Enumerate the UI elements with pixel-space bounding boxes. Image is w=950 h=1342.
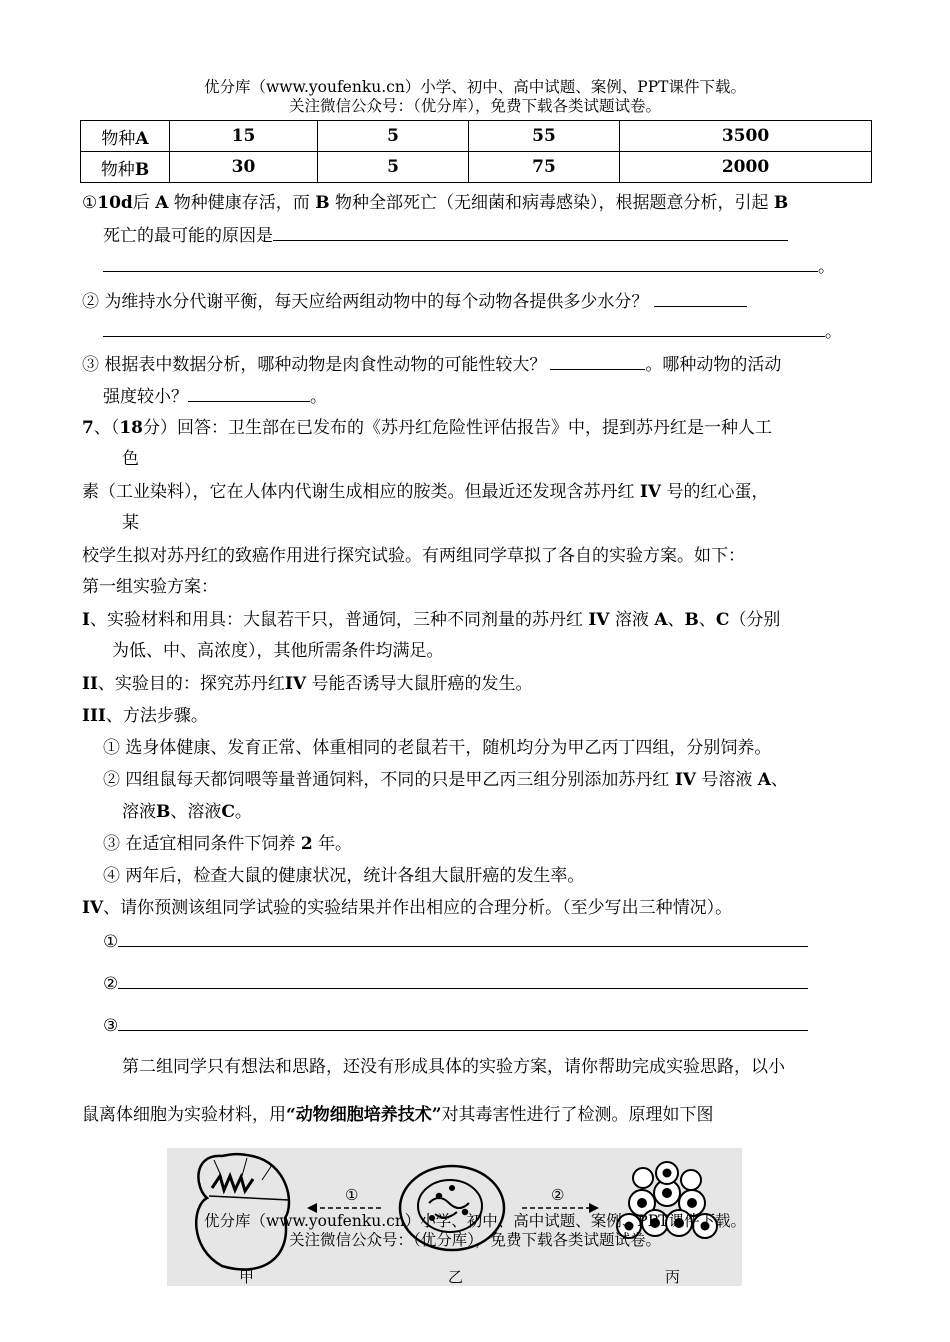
- q7-intro-wrap1: 色: [122, 449, 139, 469]
- q7-intro-wrap2: 某: [122, 513, 139, 533]
- q7-intro-line3: 校学生拟对苏丹红的致癌作用进行探究试验。有两组同学草拟了各自的实验方案。如下：: [82, 546, 745, 566]
- arrow-1-label: ①: [345, 1186, 359, 1204]
- step-2-line2: 溶液B、溶液C。: [122, 802, 252, 822]
- table-cell: 5: [318, 152, 469, 183]
- species-cell: 物种A: [81, 121, 170, 152]
- q6-part2-line2: 。: [103, 320, 842, 343]
- section-3: III、方法步骤。: [82, 706, 208, 726]
- species-table: [80, 120, 872, 183]
- table-cell: 75: [469, 152, 620, 183]
- table-cell: 5: [318, 121, 469, 152]
- header-line-1: 优分库（www.youfenku.cn）小学、初中、高中试题、案例、PPT课件下载。: [203, 78, 747, 96]
- footer-line-1: 优分库（www.youfenku.cn）小学、初中、高中试题、案例、PPT课件下载。: [203, 1212, 747, 1230]
- label-jia: 甲: [239, 1268, 255, 1286]
- step-3: ③ 在适宜相同条件下饲养 2 年。: [103, 834, 353, 854]
- label-yi: 乙: [448, 1268, 464, 1286]
- table-row: [81, 121, 872, 152]
- table-cell: 55: [469, 121, 620, 152]
- q6-part2-line1: ② 为维持水分代谢平衡，每天应给两组动物中的每个动物各提供多少水分？: [82, 290, 747, 313]
- table-cell: 2000: [620, 152, 872, 183]
- section-2: II、实验目的：探究苏丹红IV 号能否诱导大鼠肝癌的发生。: [82, 674, 533, 694]
- arrow-2-label: ②: [551, 1186, 565, 1204]
- q7-intro-line2: 素（工业染料），它在人体内代谢生成相应的胺类。但最近还发现含苏丹红 IV 号的红心蛋，: [82, 482, 769, 502]
- section-1-line2: 为低、中、高浓度），其他所需条件均满足。: [112, 641, 444, 661]
- step-2-line1: ② 四组鼠每天都饲喂等量普通饲料，不同的只是甲乙丙三组分别添加苏丹红 IV 号溶液 A、: [103, 770, 788, 790]
- table-cell: 30: [170, 152, 318, 183]
- plan2-line1: 第二组同学只有想法和思路，还没有形成具体的实验方案，请你帮助完成实验思路，以小: [122, 1057, 785, 1077]
- q6-part3-line1: ③ 根据表中数据分析，哪种动物是肉食性动物的可能性较大？ 。哪种动物的活动: [82, 355, 782, 375]
- prediction-line-3: ③: [103, 1014, 808, 1037]
- answer-blank[interactable]: [118, 972, 808, 989]
- header-line-2: 关注微信公众号：（优分库），免费下载各类试题试卷。: [288, 97, 661, 115]
- prediction-line-1: ①: [103, 930, 808, 953]
- section-1-line1: I、实验材料和用具：大鼠若干只，普通饲，三种不同剂量的苏丹红 IV 溶液 A、B、C（分别: [82, 610, 781, 630]
- answer-blank[interactable]: [550, 353, 645, 370]
- answer-blank[interactable]: [654, 290, 747, 307]
- plan2-line2: 鼠离体细胞为实验材料，用“动物细胞培养技术”对其毒害性进行了检测。原理如下图: [82, 1105, 714, 1125]
- answer-blank[interactable]: [273, 224, 788, 241]
- species-cell: 物种B: [81, 152, 170, 183]
- q7-intro-line1: 7、（18分）回答：卫生部在已发布的《苏丹红危险性评估报告》中，提到苏丹红是一种人工: [82, 418, 773, 438]
- answer-blank[interactable]: [103, 255, 818, 272]
- step-4: ④ 两年后，检查大鼠的健康状况，统计各组大鼠肝癌的发生率。: [103, 866, 585, 886]
- q6-part3-line2: 强度较小？ 。: [103, 387, 327, 407]
- prediction-line-2: ②: [103, 972, 808, 995]
- plan1-heading: 第一组实验方案：: [82, 577, 218, 597]
- table-cell: 15: [170, 121, 318, 152]
- footer-line-2: 关注微信公众号：（优分库），免费下载各类试题试卷。: [288, 1231, 661, 1249]
- answer-blank[interactable]: [118, 930, 808, 947]
- answer-blank[interactable]: [103, 320, 825, 337]
- q6-part1-line3: 。: [103, 255, 835, 278]
- label-bing: 丙: [665, 1268, 681, 1286]
- q6-part1-line2: 死亡的最可能的原因是: [103, 224, 788, 247]
- table-row: [81, 152, 872, 183]
- step-1: ① 选身体健康、发育正常、体重相同的老鼠若干，随机均分为甲乙丙丁四组，分别饲养。: [103, 738, 772, 758]
- answer-blank[interactable]: [188, 385, 310, 402]
- section-4: IV、请你预测该组同学试验的实验结果并作出相应的合理分析。（至少写出三种情况）。: [82, 898, 733, 918]
- answer-blank[interactable]: [118, 1014, 808, 1031]
- table-cell: 3500: [620, 121, 872, 152]
- q6-part1-line1: ①10d后 A 物种健康存活，而 B 物种全部死亡（无细菌和病毒感染），根据题意分析，引起 B: [82, 193, 789, 213]
